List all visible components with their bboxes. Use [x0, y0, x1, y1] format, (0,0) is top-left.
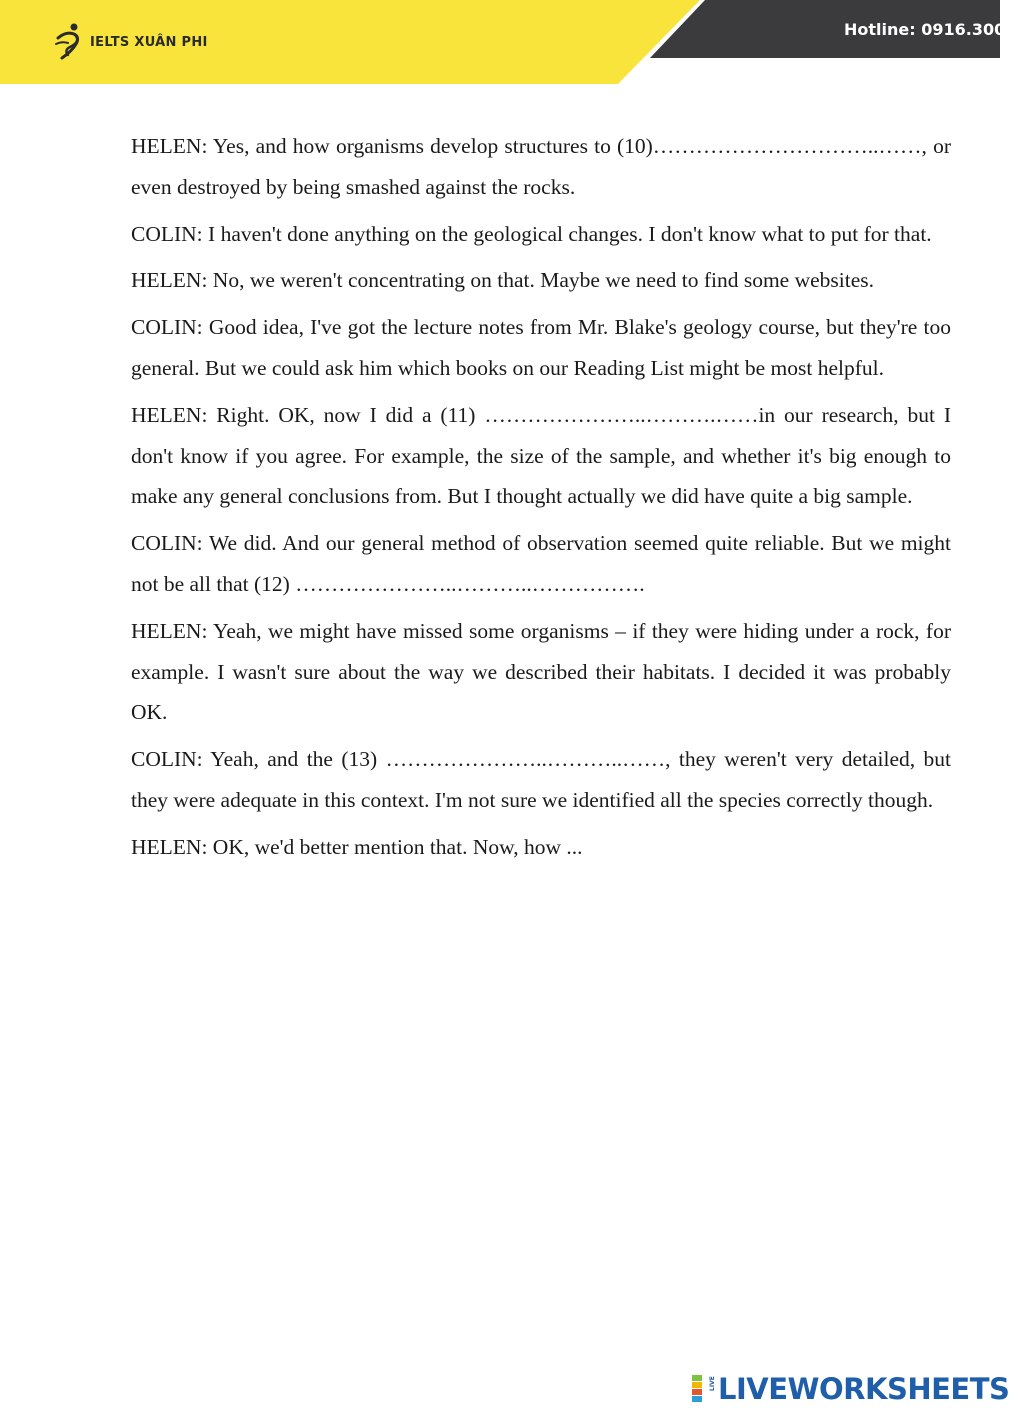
liveworksheets-text: LIVEWORKSHEETS	[718, 1372, 1010, 1406]
hotline-text: Hotline: 0916.300.7	[844, 20, 1022, 39]
transcript-paragraph: HELEN: Yes, and how organisms develop structures to (10)…………………………..……, or even destroyed by being smashed against the rocks.	[131, 134, 951, 199]
runner-logo-icon	[52, 22, 86, 62]
liveworksheets-watermark	[692, 1372, 1009, 1406]
liveworksheets-logo-icon	[692, 1375, 714, 1403]
transcript-paragraph: HELEN: Right. OK, now I did a (11) …………………..……….……in our research, but I don't know if you agree. For example, the size of the sample, and whether it's big enough to make any general conclusions from. But I thought actually we did have quite a big sample.	[131, 402, 951, 509]
transcript-paragraph: HELEN: Yeah, we might have missed some organisms – if they were hiding under a rock, for example. I wasn't sure about the way we described their habitats. I decided it was probably OK.	[131, 618, 951, 725]
transcript-paragraph: HELEN: OK, we'd better mention that. Now, how ...	[131, 834, 583, 859]
ielts-logo	[52, 22, 208, 62]
transcript-paragraph: COLIN: Yeah, and the (13) …………………..………..……, they weren't very detailed, but they were adequate in this context. I'm not sure we identified all the species correctly though.	[131, 747, 951, 812]
brand-name: IELTS XUÂN PHI	[90, 34, 208, 50]
transcript-paragraph: COLIN: I haven't done anything on the geological changes. I don't know what to put for that.	[131, 221, 932, 246]
transcript-paragraph: COLIN: We did. And our general method of observation seemed quite reliable. But we might not be all that (12) …………………..………..…………….	[131, 531, 951, 596]
transcript-paragraph: HELEN: No, we weren't concentrating on that. Maybe we need to find some websites.	[131, 268, 875, 293]
transcript-body	[131, 126, 951, 868]
live-icon-text: LIVE	[709, 1376, 716, 1391]
transcript-paragraph: COLIN: Good idea, I've got the lecture notes from Mr. Blake's geology course, but they're too general. But we could ask him which books on our Reading List might be most helpful.	[131, 315, 951, 380]
page-header	[0, 0, 1022, 84]
